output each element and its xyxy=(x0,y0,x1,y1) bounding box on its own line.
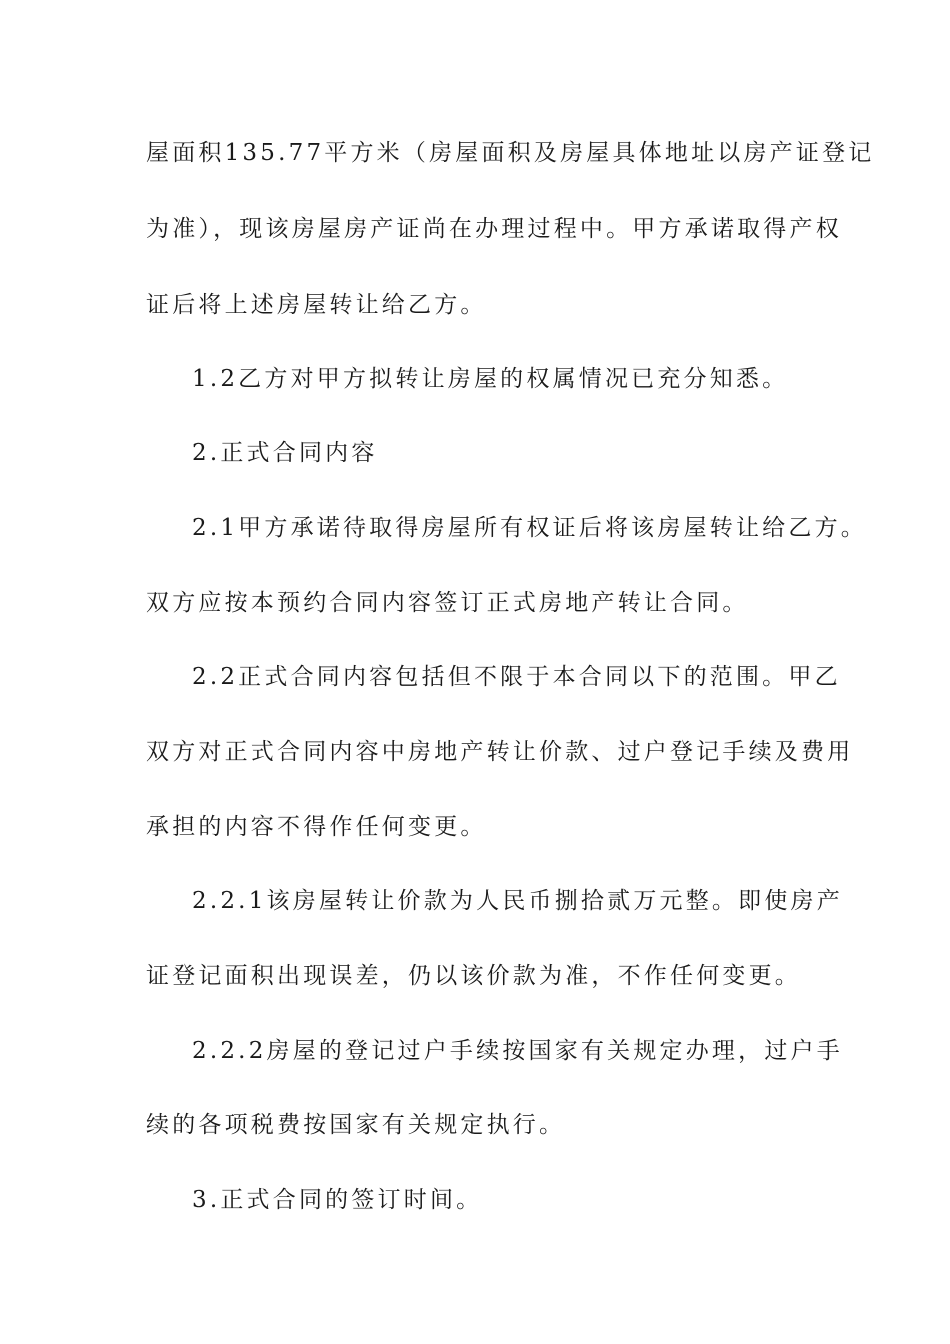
paragraph-line: 屋面积135.77平方米（房屋面积及房屋具体地址以房产证登记 xyxy=(146,140,875,166)
paragraph-line: 双方应按本预约合同内容签订正式房地产转让合同。 xyxy=(146,590,749,616)
paragraph-line: 证登记面积出现误差，仍以该价款为准，不作任何变更。 xyxy=(146,963,801,989)
paragraph-line: 证后将上述房屋转让给乙方。 xyxy=(146,292,487,318)
section-heading-3: 3.正式合同的签订时间。 xyxy=(192,1187,483,1213)
paragraph-line: 续的各项税费按国家有关规定执行。 xyxy=(146,1112,566,1138)
clause-1-2: 1.2乙方对甲方拟转让房屋的权属情况已充分知悉。 xyxy=(192,366,789,392)
paragraph-line: 承担的内容不得作任何变更。 xyxy=(146,814,487,840)
clause-2-2: 2.2正式合同内容包括但不限于本合同以下的范围。甲乙 xyxy=(192,664,841,690)
clause-2-2-2: 2.2.2房屋的登记过户手续按国家有关规定办理，过户手 xyxy=(192,1038,843,1064)
section-heading-2: 2.正式合同内容 xyxy=(192,440,378,466)
clause-2-2-1: 2.2.1该房屋转让价款为人民币捌拾贰万元整。即使房产 xyxy=(192,888,843,914)
clause-2-1: 2.1甲方承诺待取得房屋所有权证后将该房屋转让给乙方。 xyxy=(192,515,867,541)
paragraph-line: 为准），现该房屋房产证尚在办理过程中。甲方承诺取得产权 xyxy=(146,216,842,242)
paragraph-line: 双方对正式合同内容中房地产转让价款、过户登记手续及费用 xyxy=(146,739,854,765)
